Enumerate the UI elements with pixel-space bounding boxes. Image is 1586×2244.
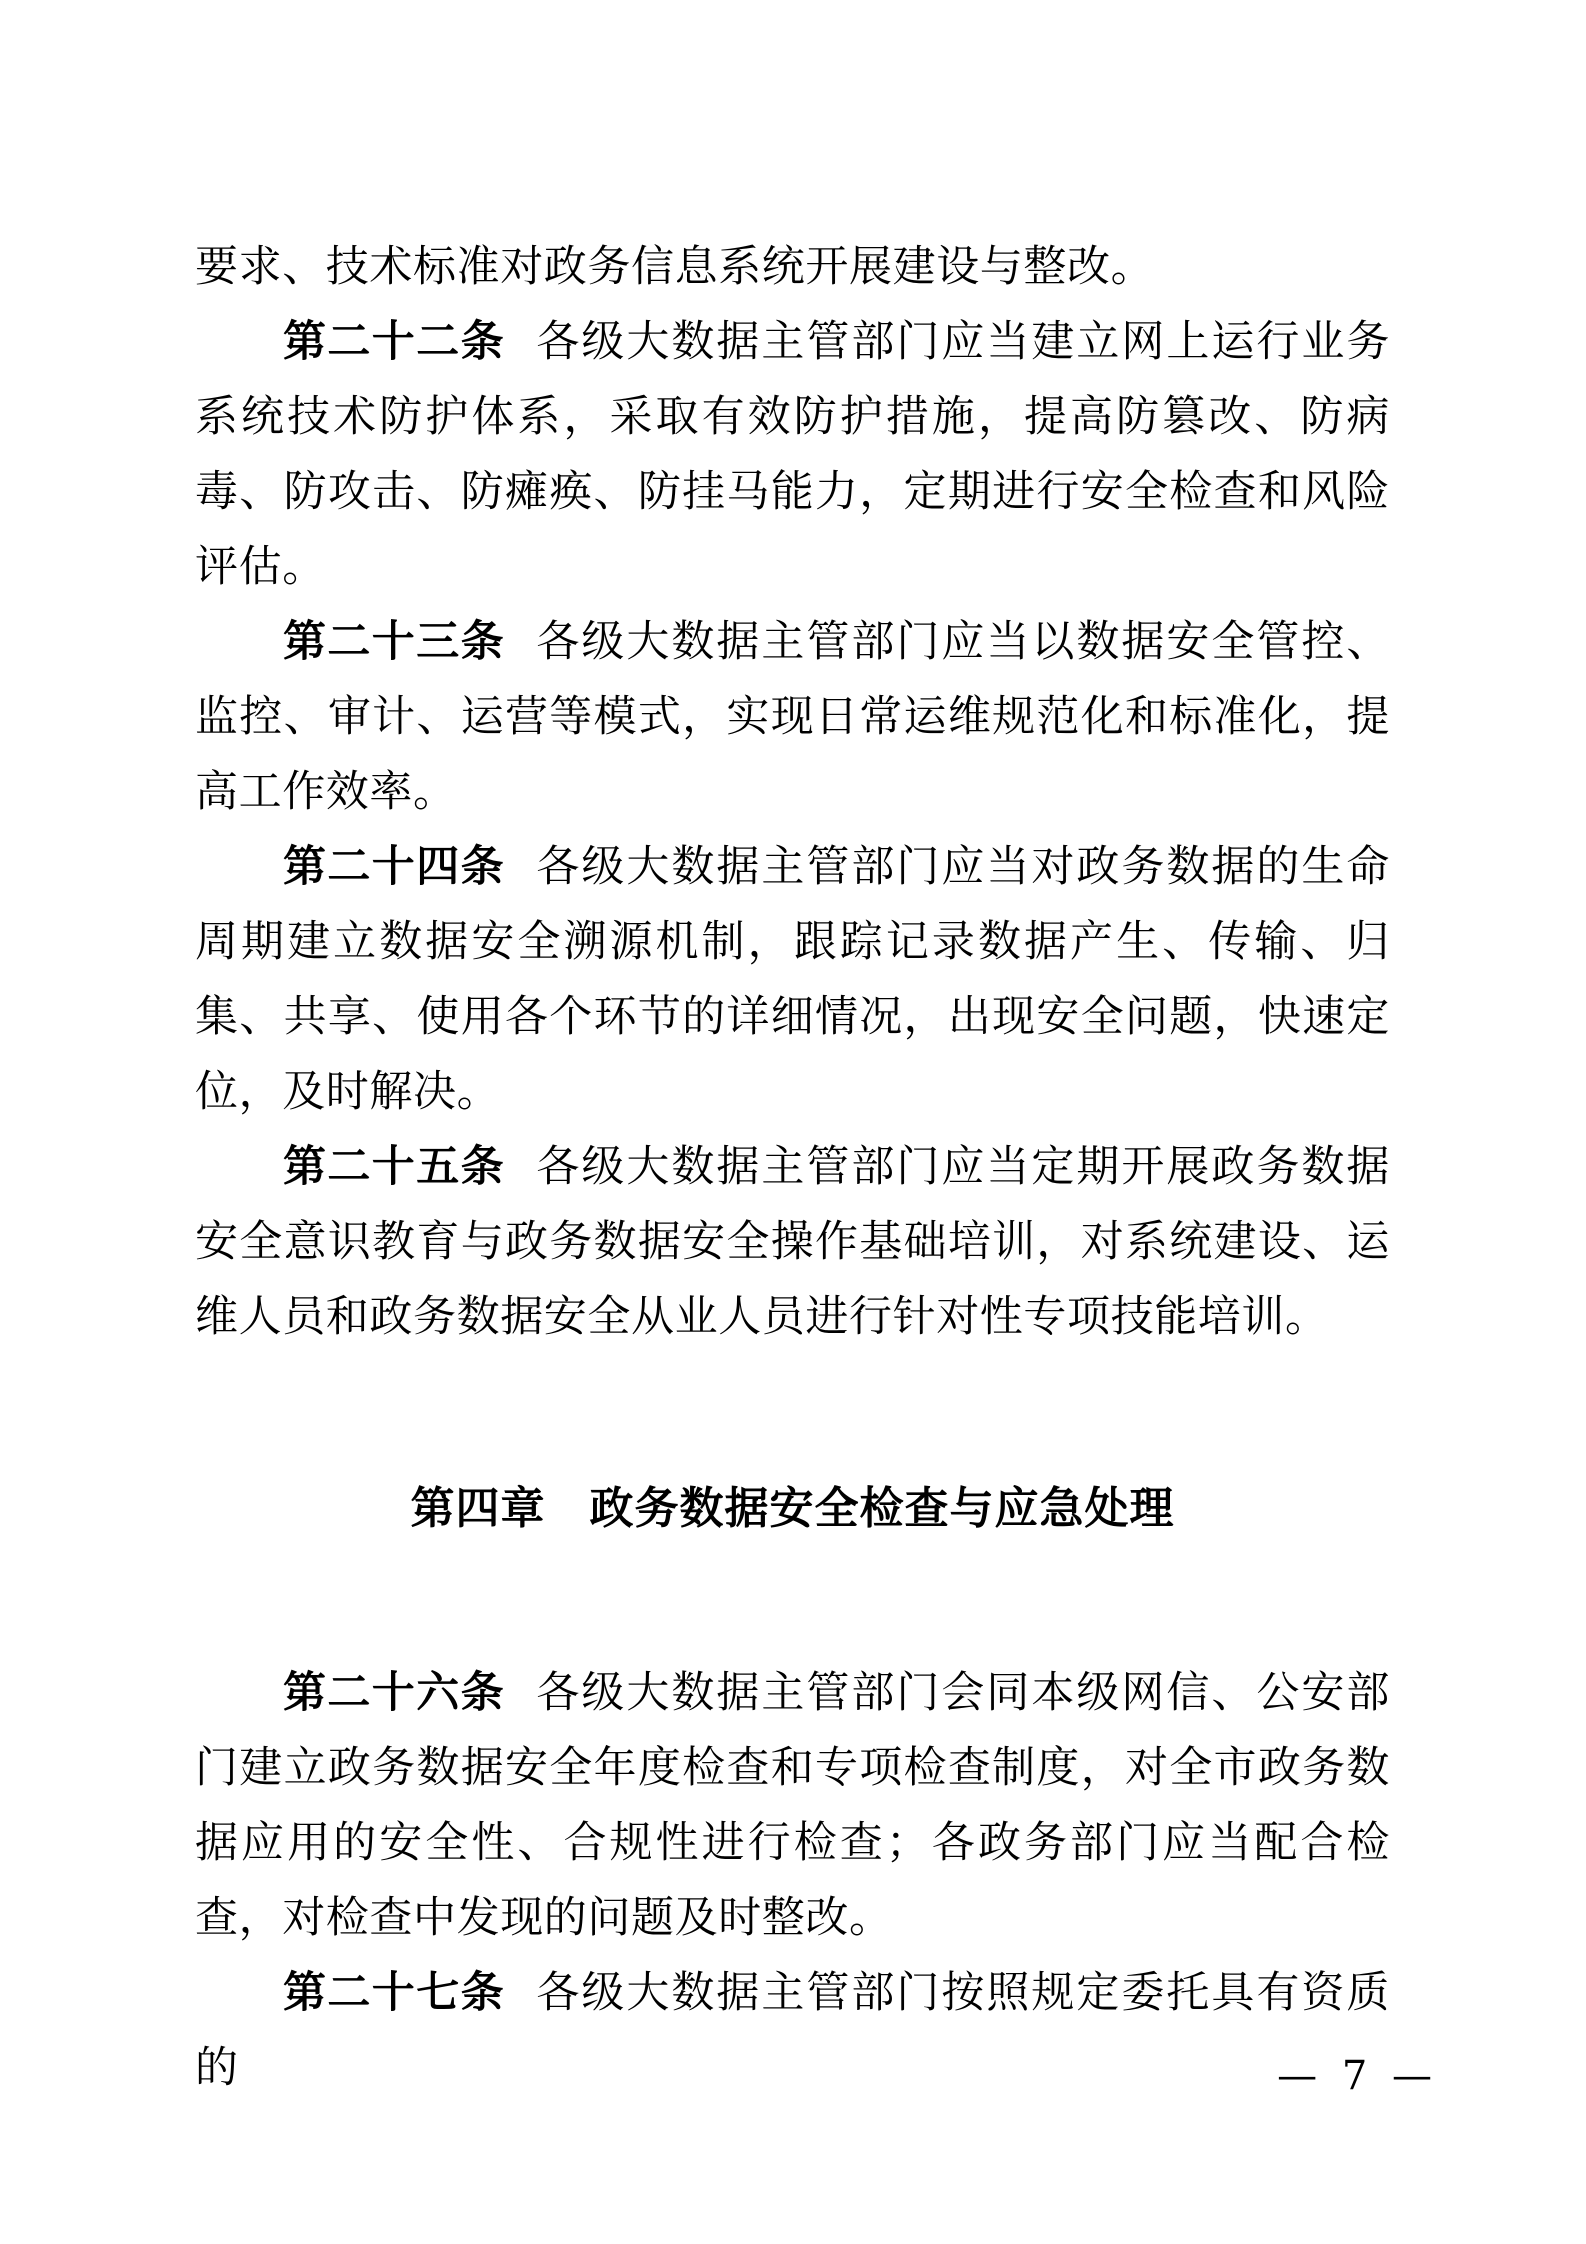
- chapter-heading-4: [195, 1471, 1390, 1546]
- article-paragraph-22: [195, 305, 1390, 605]
- chapter-number: 第四章: [410, 1483, 546, 1534]
- article-body-26: 各级大数据主管部门会同本级网信、公安部门建立政务数据安全年度检查和专项检查制度，对全市政务数据应用的安全性、合规性进行检查；各政务部门应当配合检查，对检查中发现的问题及时整改。: [195, 1668, 1390, 1943]
- article-paragraph-23: [195, 605, 1390, 830]
- article-paragraph-26: [195, 1656, 1390, 1956]
- article-label-23: 第二十三条: [283, 617, 505, 667]
- paragraph-continuation: 要求、技术标准对政务信息系统开展建设与整改。: [195, 242, 1155, 292]
- article-body-25: 各级大数据主管部门应当定期开展政务数据安全意识教育与政务数据安全操作基础培训，对系统建设、运维人员和政务数据安全从业人员进行针对性专项技能培训。: [195, 1142, 1390, 1342]
- article-body-22: 各级大数据主管部门应当建立网上运行业务系统技术防护体系，采取有效防护措施，提高防篡改、防病毒、防攻击、防瘫痪、防挂马能力，定期进行安全检查和风险评估。: [195, 317, 1390, 592]
- article-body-27: 各级大数据主管部门按照规定委托具有资质的: [195, 1968, 1390, 2093]
- article-paragraph-25: [195, 1130, 1390, 1355]
- article-paragraph-27: [195, 1956, 1390, 2106]
- article-label-25: 第二十五条: [283, 1142, 505, 1192]
- chapter-bottom-spacer: [195, 1546, 1390, 1656]
- page-number-footer: — 7 —: [1277, 2053, 1438, 2099]
- page-content: [195, 230, 1390, 2106]
- article-label-27: 第二十七条: [283, 1968, 505, 2018]
- chapter-top-spacer: [195, 1355, 1390, 1471]
- article-label-24: 第二十四条: [283, 842, 505, 892]
- article-label-22: 第二十二条: [283, 317, 505, 367]
- article-body-23: 各级大数据主管部门应当以数据安全管控、监控、审计、运营等模式，实现日常运维规范化和标准化，提高工作效率。: [195, 617, 1390, 817]
- chapter-title: 政务数据安全检查与应急处理: [589, 1483, 1175, 1534]
- article-paragraph-24: [195, 830, 1390, 1130]
- article-body-24: 各级大数据主管部门应当对政务数据的生命周期建立数据安全溯源机制，跟踪记录数据产生、传输、归集、共享、使用各个环节的详细情况，出现安全问题，快速定位，及时解决。: [195, 842, 1390, 1117]
- article-label-26: 第二十六条: [283, 1668, 505, 1718]
